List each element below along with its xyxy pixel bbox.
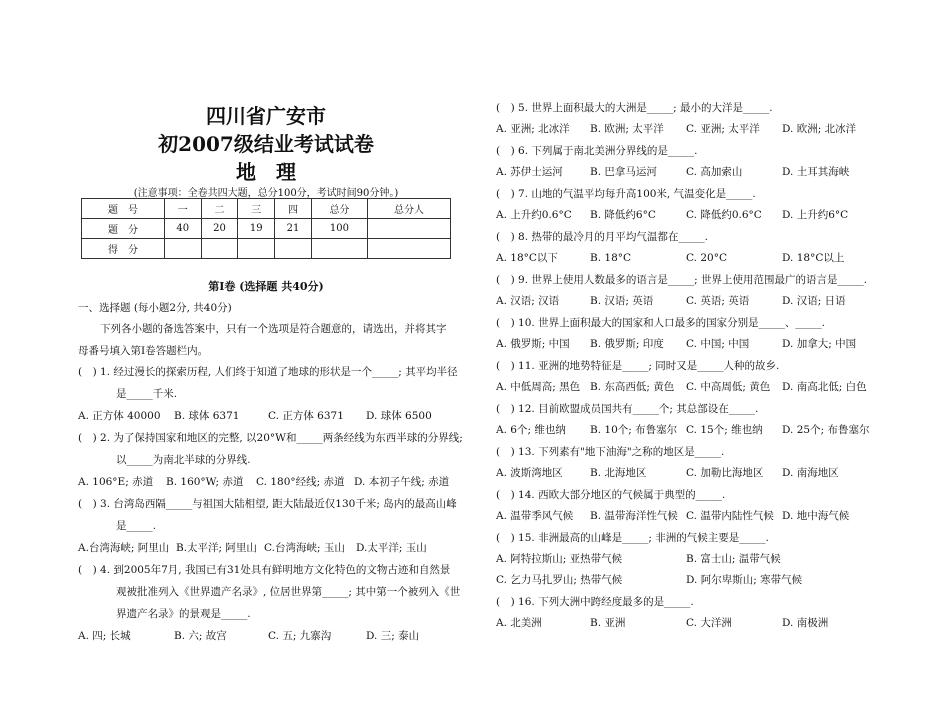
- q2-option-b: B. 160°W; 赤道: [166, 476, 244, 488]
- q4-option-d: D. 三; 泰山: [366, 630, 420, 642]
- q11-option-b: B. 东高西低; 黄色: [590, 381, 675, 393]
- q16-option-d: D. 南极洲: [782, 617, 829, 629]
- q4-option-c: C. 五; 九寨沟: [268, 630, 332, 642]
- q9-option-b: B. 汉语; 英语: [590, 295, 654, 307]
- q5-option-c: C. 亚洲; 太平洋: [686, 123, 760, 135]
- question-4-line: ( ) 4. 到2005年7月, 我国已有31处具有鲜明地方文化特色的文物古迹和自然景: [78, 564, 451, 576]
- q9-option-d: D. 汉语; 日语: [782, 295, 846, 307]
- q7-option-c: C. 降低约0.6°C: [686, 209, 762, 221]
- score-input-cell[interactable]: [275, 239, 312, 259]
- score-cell: 得 分: [82, 239, 165, 259]
- score-cell: 40: [164, 219, 201, 239]
- score-cell: 题 号: [82, 199, 165, 219]
- question-15-text: ( ) 15. 非洲最高的山峰是_____; 非洲的气候主要是_____.: [496, 532, 769, 544]
- q5-option-a: A. 亚洲; 北冰洋: [496, 123, 570, 135]
- q11-option-a: A. 中低周高; 黑色: [496, 381, 581, 393]
- question-6-text: ( ) 6. 下列属于南北美洲分界线的是_____.: [496, 145, 698, 157]
- score-cell: 总分: [311, 199, 367, 219]
- q13-option-b: B. 北海地区: [590, 467, 647, 479]
- q10-option-a: A. 俄罗斯; 中国: [496, 338, 570, 350]
- q7-option-d: D. 上升约6°C: [782, 209, 849, 221]
- exam-title-subject: 地 理: [236, 160, 296, 184]
- score-cell: 二: [201, 199, 238, 219]
- q13-option-a: A. 波斯湾地区: [496, 467, 563, 479]
- exam-note: (注意事项：全卷共四大题，总分100分，考试时间90分钟。): [133, 188, 399, 199]
- score-row-earned: [82, 239, 451, 259]
- q14-option-c: C. 温带内陆性气候: [686, 510, 774, 522]
- score-input-cell[interactable]: [164, 239, 201, 259]
- question-4-line: 界遗产名录》的景观是_____.: [116, 608, 251, 620]
- q14-option-a: A. 温带季风气候: [496, 510, 574, 522]
- score-cell: 20: [201, 219, 238, 239]
- question-2-line: 以_____为南北半球的分界线.: [116, 454, 251, 466]
- q14-option-d: D. 地中海气候: [782, 510, 850, 522]
- score-row-header: [82, 199, 451, 219]
- q3-option-a: A.台湾海峡; 阿里山: [78, 542, 170, 554]
- exam-title-grade: 初2007级结业考试试卷: [158, 132, 374, 156]
- section-subheading: 一、选择题 (每小题2分, 共40分): [78, 302, 232, 314]
- question-2-line: ( ) 2. 为了保持国家和地区的完整, 以20°W和_____两条经线为东西半球的分界线;: [78, 432, 463, 444]
- instruction-line: 下列各小题的备选答案中，只有一个选项是符合题意的，请选出，并将其字: [100, 323, 447, 335]
- section-heading: 第Ⅰ卷 (选择题 共40分): [208, 280, 324, 293]
- q2-option-c: C. 180°经线; 赤道: [256, 476, 345, 488]
- q7-option-a: A. 上升约0.6°C: [496, 209, 572, 221]
- q15-option-a: A. 阿特拉斯山; 亚热带气候: [496, 553, 623, 565]
- q1-option-b: B. 球体 6371: [174, 410, 240, 422]
- q3-option-b: B.太平洋; 阿里山: [176, 542, 257, 554]
- question-8-text: ( ) 8. 热带的最冷月的月平均气温都在_____.: [496, 231, 708, 243]
- q12-option-c: C. 15个; 维也纳: [686, 424, 763, 436]
- score-table: [81, 198, 451, 259]
- q6-option-b: B. 巴拿马运河: [590, 166, 657, 178]
- score-cell: [368, 219, 451, 239]
- q4-option-a: A. 四; 长城: [78, 630, 131, 642]
- score-cell: 一: [164, 199, 201, 219]
- q13-option-c: C. 加勒比海地区: [686, 467, 764, 479]
- q16-option-c: C. 大洋洲: [686, 617, 732, 629]
- score-cell: 题 分: [82, 219, 165, 239]
- question-14-text: ( ) 14. 西欧大部分地区的气候属于典型的_____.: [496, 489, 726, 501]
- q6-option-d: D. 土耳其海峡: [782, 166, 850, 178]
- q9-option-c: C. 英语; 英语: [686, 295, 750, 307]
- q5-option-d: D. 欧洲; 北冰洋: [782, 123, 857, 135]
- q10-option-d: D. 加拿大; 中国: [782, 338, 857, 350]
- question-12-text: ( ) 12. 目前欧盟成员国共有_____个; 其总部设在_____.: [496, 403, 759, 415]
- q5-option-b: B. 欧洲; 太平洋: [590, 123, 664, 135]
- q14-option-b: B. 温带海洋性气候: [590, 510, 678, 522]
- question-1-line: ( ) 1. 经过漫长的探索历程, 人们终于知道了地球的形状是一个_____; 其平均半径: [78, 366, 458, 378]
- q10-option-b: B. 俄罗斯; 印度: [590, 338, 664, 350]
- score-input-cell[interactable]: [368, 239, 451, 259]
- question-4-line: 观被批准列入《世界遗产名录》, 位居世界第_____; 其中第一个被列入《世: [116, 586, 461, 598]
- q15-option-c: C. 乞力马扎罗山; 热带气候: [496, 574, 623, 586]
- score-input-cell[interactable]: [238, 239, 275, 259]
- q8-option-a: A. 18°C以下: [496, 252, 558, 264]
- question-11-text: ( ) 11. 亚洲的地势特征是_____; 同时又是_____人种的故乡.: [496, 360, 780, 372]
- instruction-line: 母番号填入第Ⅰ卷答题栏内。: [78, 345, 209, 357]
- q1-option-a: A. 正方体 40000: [78, 410, 161, 422]
- score-input-cell[interactable]: [311, 239, 367, 259]
- q11-option-d: D. 南高北低; 白色: [782, 381, 867, 393]
- q16-option-a: A. 北美洲: [496, 617, 542, 629]
- question-5-text: ( ) 5. 世界上面积最大的大洲是_____; 最小的大洋是_____.: [496, 102, 773, 114]
- score-row-points: [82, 219, 451, 239]
- q2-option-a: A. 106°E; 赤道: [78, 476, 154, 488]
- score-input-cell[interactable]: [201, 239, 238, 259]
- q12-option-b: B. 10个; 布鲁塞尔: [590, 424, 678, 436]
- q6-option-c: C. 高加索山: [686, 166, 743, 178]
- score-cell: 19: [238, 219, 275, 239]
- score-cell: 总分人: [368, 199, 451, 219]
- question-10-text: ( ) 10. 世界上面积最大的国家和人口最多的国家分别是_____、_____.: [496, 317, 825, 329]
- q8-option-c: C. 20°C: [686, 252, 727, 264]
- score-cell: 100: [311, 219, 367, 239]
- score-cell: 四: [275, 199, 312, 219]
- score-cell: 21: [275, 219, 312, 239]
- score-cell: 三: [238, 199, 275, 219]
- q10-option-c: C. 中国; 中国: [686, 338, 750, 350]
- question-7-text: ( ) 7. 山地的气温平均每升高100米, 气温变化是_____.: [496, 188, 756, 200]
- question-1-line: 是_____千米.: [116, 388, 178, 400]
- q3-option-c: C.台湾海峡; 玉山: [264, 542, 345, 554]
- question-9-text: ( ) 9. 世界上使用人数最多的语言是_____; 世界上使用范围最广的语言是_____.: [496, 274, 868, 286]
- q1-option-c: C. 正方体 6371: [268, 410, 344, 422]
- q15-option-b: B. 富士山; 温带气候: [686, 553, 781, 565]
- q15-option-d: D. 阿尔卑斯山; 寒带气候: [686, 574, 803, 586]
- exam-title-region: 四川省广安市: [206, 104, 326, 128]
- q6-option-a: A. 苏伊士运河: [496, 166, 563, 178]
- q13-option-d: D. 南海地区: [782, 467, 839, 479]
- q3-option-d: D.太平洋; 玉山: [356, 542, 427, 554]
- q16-option-b: B. 亚洲: [590, 617, 626, 629]
- q8-option-b: B. 18°C: [590, 252, 632, 264]
- q8-option-d: D. 18°C以上: [782, 252, 845, 264]
- question-16-text: ( ) 16. 下列大洲中跨经度最多的是_____.: [496, 596, 694, 608]
- q9-option-a: A. 汉语; 汉语: [496, 295, 560, 307]
- q11-option-c: C. 中高周低; 黄色: [686, 381, 771, 393]
- q12-option-d: D. 25个; 布鲁塞尔: [782, 424, 870, 436]
- q4-option-b: B. 六; 故宫: [174, 630, 227, 642]
- q1-option-d: D. 球体 6500: [366, 410, 432, 422]
- q2-option-d: D. 本初子午线; 赤道: [354, 476, 450, 488]
- q12-option-a: A. 6个; 维也纳: [496, 424, 566, 436]
- question-3-line: 是_____.: [116, 520, 157, 532]
- q7-option-b: B. 降低约6°C: [590, 209, 656, 221]
- question-13-text: ( ) 13. 下列素有"地下油海"之称的地区是_____.: [496, 446, 725, 458]
- question-3-line: ( ) 3. 台湾岛西隔_____与祖国大陆相望, 距大陆最近仅130千米; 岛内的最高山峰: [78, 498, 457, 510]
